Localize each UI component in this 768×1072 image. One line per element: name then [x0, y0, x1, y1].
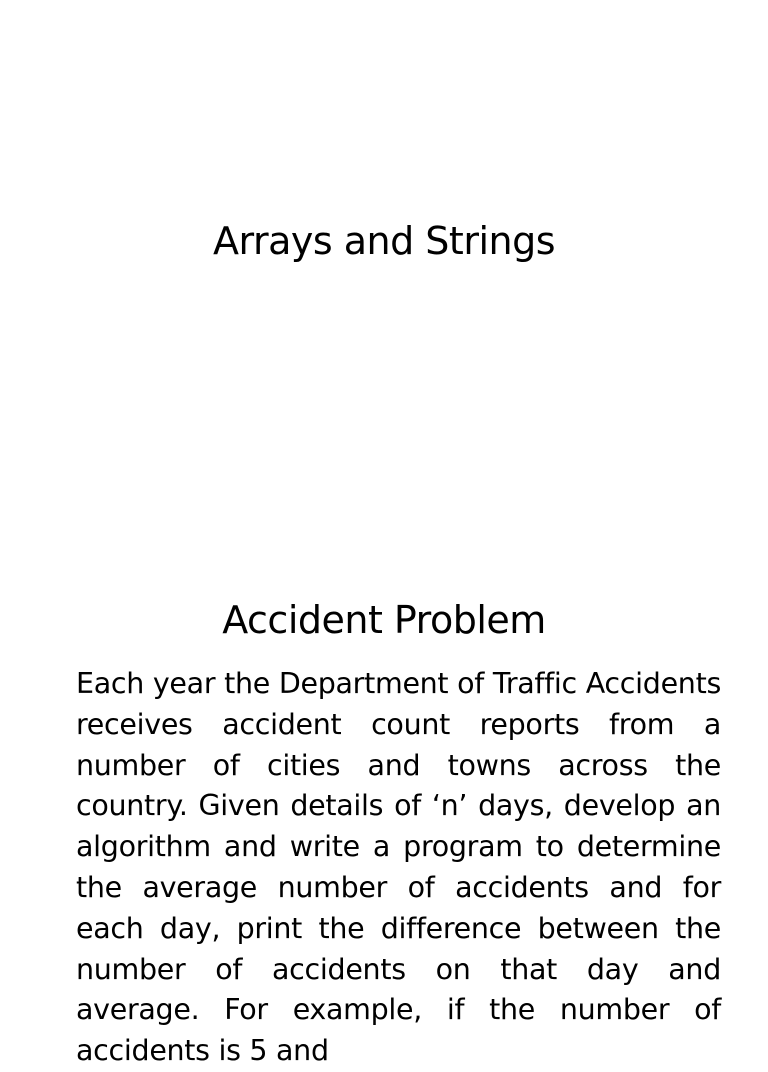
slide-title: Arrays and Strings	[213, 219, 555, 263]
problem-description: Each year the Department of Traffic Accidents receives accident count reports from a number of cities and towns across the country. Given details of ‘n’ days, develop an algorithm and write a program to determine the average number of accidents and for each day, print the difference between the number of accidents on that day and average. For example, if the number of accidents is 5 and	[76, 667, 721, 1068]
problem-title: Accident Problem	[222, 598, 546, 642]
